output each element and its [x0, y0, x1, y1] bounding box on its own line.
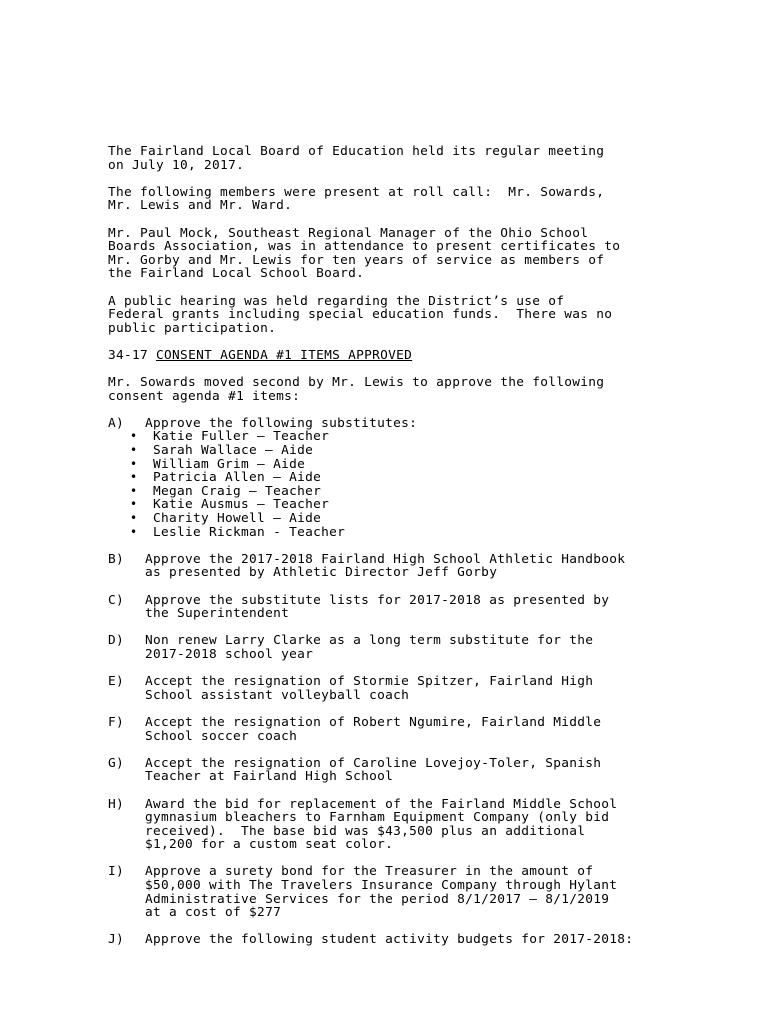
item-letter: J)	[108, 932, 125, 948]
list-item: • Megan Craig – Teacher	[108, 485, 708, 499]
item-text-line: $50,000 with The Travelers Insurance Company through Hylant	[145, 878, 618, 894]
item-letter: D)	[108, 633, 125, 649]
item-text-line: School soccer coach	[145, 728, 298, 744]
section-heading	[108, 349, 708, 363]
item-letter: E)	[108, 674, 125, 690]
agenda-item-c	[108, 594, 708, 621]
text-line: Mr. Lewis and Mr. Ward.	[108, 198, 293, 214]
item-text-line: $1,200 for a custom seat color.	[145, 837, 394, 853]
text-line: Mr. Sowards moved second by Mr. Lewis to approve the following	[108, 375, 605, 391]
section-number: 34-17	[108, 347, 149, 363]
item-text-line: Approve the following substitutes:	[145, 415, 418, 431]
text-line: Mr. Gorby and Mr. Lewis for ten years of service as members of	[108, 252, 605, 268]
agenda-item-f	[108, 716, 708, 743]
certificates-paragraph	[108, 227, 708, 281]
motion-paragraph	[108, 376, 708, 403]
text-line: on July 10, 2017.	[108, 157, 245, 173]
item-text-line: Approve the substitute lists for 2017-2018 as presented by	[145, 592, 610, 608]
minutes-page	[108, 145, 708, 947]
agenda-item-e	[108, 675, 708, 702]
substitutes-list	[108, 430, 708, 539]
text-line: the Fairland Local School Board.	[108, 266, 365, 282]
item-letter: F)	[108, 714, 125, 730]
item-text-line: School assistant volleyball coach	[145, 687, 410, 703]
item-letter: B)	[108, 551, 125, 567]
list-item: • Patricia Allen – Aide	[108, 471, 708, 485]
item-text-line: at a cost of $277	[145, 905, 282, 921]
agenda-item-i	[108, 865, 708, 919]
text-line: A public hearing was held regarding the District’s use of	[108, 293, 565, 309]
section-title: CONSENT AGENDA #1 ITEMS APPROVED	[156, 347, 413, 363]
public-hearing-paragraph	[108, 295, 708, 336]
item-text-line: Approve the 2017-2018 Fairland High School Athletic Handbook	[145, 551, 626, 567]
agenda-item-d	[108, 634, 708, 661]
item-text-line: Teacher at Fairland High School	[145, 769, 394, 785]
meeting-intro-paragraph	[108, 145, 708, 172]
item-text-line: the Superintendent	[145, 606, 290, 622]
text-line: Boards Association, was in attendance to present certificates to	[108, 239, 621, 255]
text-line: Federal grants including special education funds. There was no	[108, 307, 613, 323]
item-text-line: gymnasium bleachers to Farnham Equipment Company (only bid	[145, 810, 610, 826]
item-text-line: Non renew Larry Clarke as a long term substitute for the	[145, 633, 594, 649]
text-line: public participation.	[108, 320, 277, 336]
item-text-line: Accept the resignation of Robert Ngumire, Fairland Middle	[145, 714, 602, 730]
item-letter: G)	[108, 755, 125, 771]
list-item: • William Grim – Aide	[108, 458, 708, 472]
list-item: • Sarah Wallace – Aide	[108, 444, 708, 458]
text-line: The Fairland Local Board of Education held its regular meeting	[108, 144, 605, 159]
item-text-line: Award the bid for replacement of the Fairland Middle School	[145, 796, 618, 812]
agenda-item-g	[108, 757, 708, 784]
item-text-line: Administrative Services for the period 8/1/2017 – 8/1/2019	[145, 891, 610, 907]
agenda-item-a	[108, 417, 708, 431]
agenda-item-b	[108, 553, 708, 580]
item-letter: A)	[108, 415, 125, 431]
item-text-line: received). The base bid was $43,500 plus an additional	[145, 823, 586, 839]
item-text-line: Approve a surety bond for the Treasurer in the amount of	[145, 864, 594, 880]
item-text-line: Approve the following student activity budgets for 2017-2018:	[145, 932, 634, 948]
item-letter: I)	[108, 864, 125, 880]
text-line: consent agenda #1 items:	[108, 388, 301, 404]
item-text-line: as presented by Athletic Director Jeff Gorby	[145, 565, 498, 581]
item-text-line: Accept the resignation of Stormie Spitzer, Fairland High	[145, 674, 594, 690]
list-item: • Katie Fuller – Teacher	[108, 430, 708, 444]
agenda-item-h	[108, 798, 708, 852]
item-text-line: Accept the resignation of Caroline Lovejoy-Toler, Spanish	[145, 755, 602, 771]
list-item: • Charity Howell – Aide	[108, 512, 708, 526]
list-item: • Leslie Rickman - Teacher	[108, 526, 708, 540]
text-line: Mr. Paul Mock, Southeast Regional Manager of the Ohio School	[108, 225, 589, 241]
list-item: • Katie Ausmus – Teacher	[108, 498, 708, 512]
item-letter: C)	[108, 592, 125, 608]
text-line: The following members were present at roll call: Mr. Sowards,	[108, 184, 605, 200]
roll-call-paragraph	[108, 186, 708, 213]
item-letter: H)	[108, 796, 125, 812]
agenda-item-j	[108, 933, 708, 947]
item-text-line: 2017-2018 school year	[145, 646, 314, 662]
